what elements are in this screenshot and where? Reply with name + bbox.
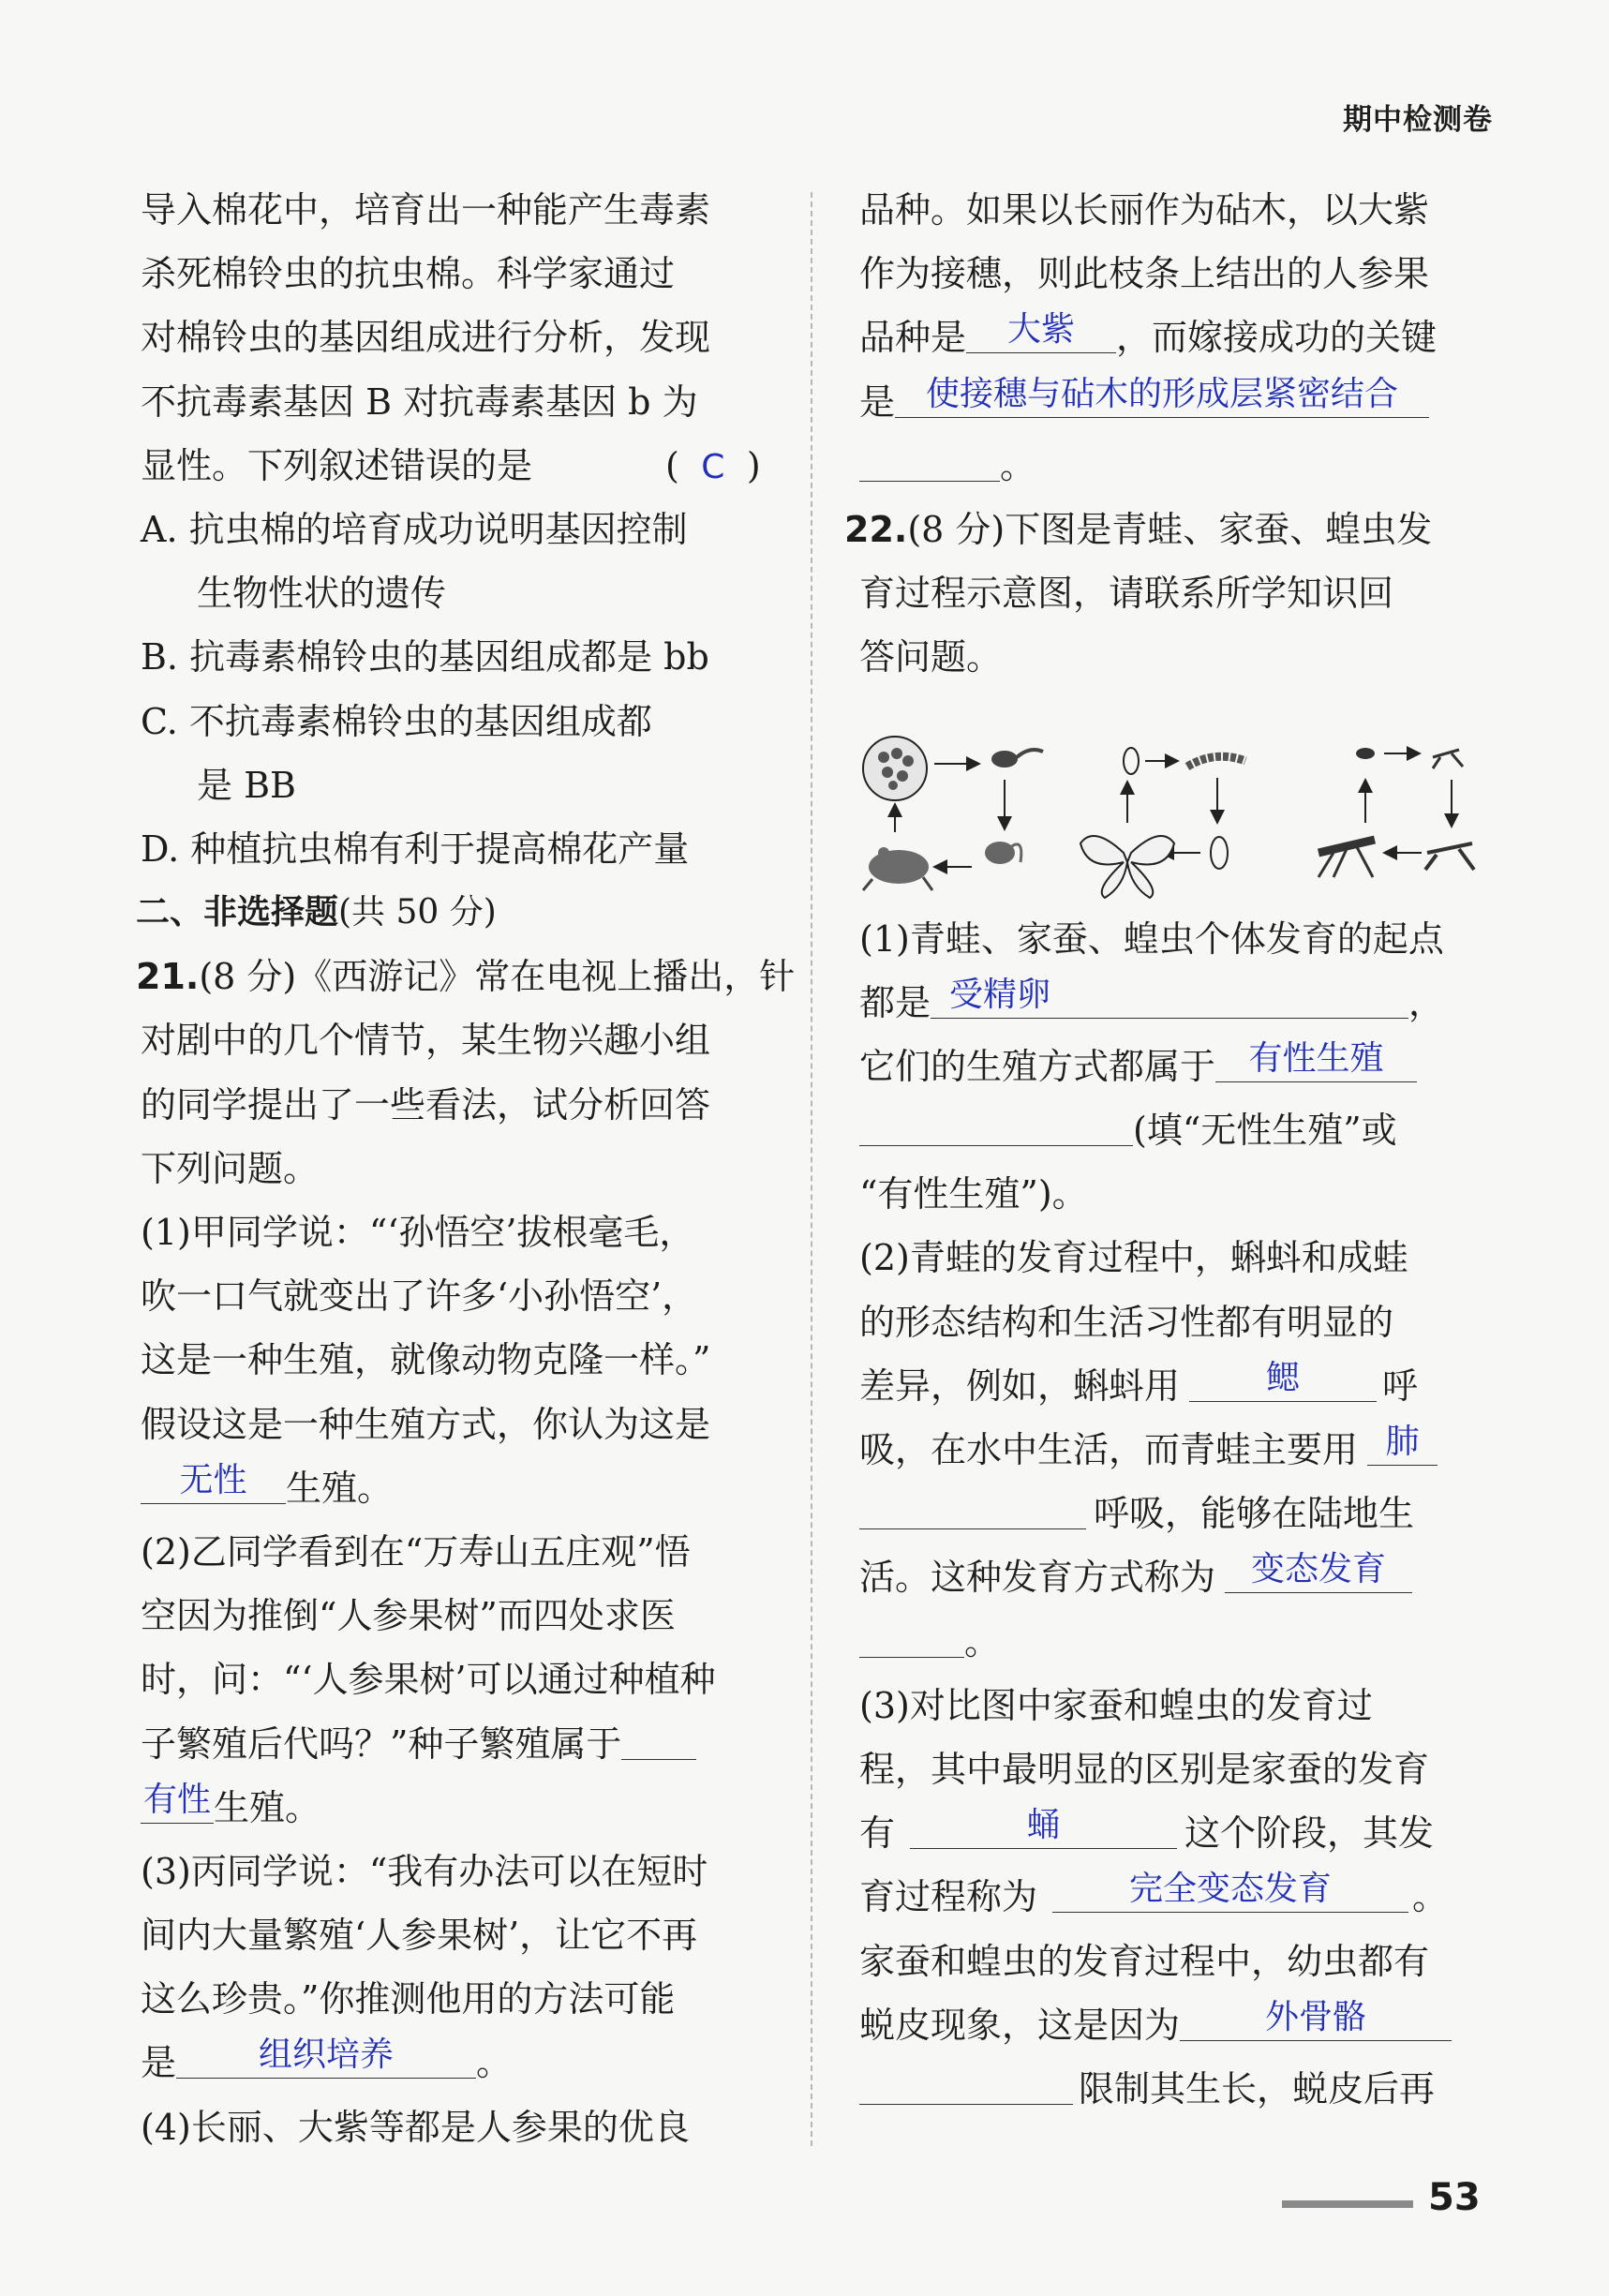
handwritten-answer: 蛹	[1026, 1806, 1061, 1845]
silkworm-cycle	[1080, 748, 1245, 898]
left-column	[136, 178, 796, 2159]
text-line: (3)丙同学说：“我有办法可以在短时	[141, 1850, 708, 1892]
text-line	[859, 1993, 1493, 2057]
column-divider	[811, 192, 812, 2146]
text-line: 下列问题。	[141, 1147, 320, 1189]
handwritten-answer: 外骨骼	[1265, 1997, 1367, 2036]
header-title: 期中检测卷	[1343, 103, 1493, 137]
answer-blank[interactable]	[1189, 1358, 1377, 1402]
text-line: (1)甲同学说：“‘孙悟空’拔根毫毛，	[141, 1212, 695, 1253]
text-line: 这么珍贵。”你推测他用的方法可能	[141, 1978, 676, 2020]
handwritten-answer: 变态发育	[1251, 1550, 1387, 1589]
text-line	[859, 370, 1493, 434]
text-fragment: 活。这种发育方式称为	[859, 1557, 1216, 1599]
text-line: 导入棉花中，培育出一种能产生毒素	[141, 189, 711, 231]
footer-bar	[1282, 2200, 1413, 2208]
answer-blank[interactable]	[1215, 1038, 1417, 1082]
text-fragment: 限制其生长，蜕皮后再	[1079, 2067, 1436, 2110]
text-line: 的同学提出了一些看法，试分析回答	[141, 1083, 711, 1126]
text-line: (2)青蛙的发育过程中，蝌蚪和成蛙	[859, 1237, 1408, 1279]
text-line	[859, 1418, 1493, 1482]
frog-cycle	[863, 737, 1043, 890]
text-line: 答问题。	[859, 636, 1003, 678]
question-text: (8 分)《西游记》常在电视上播出，针	[199, 956, 796, 998]
answer-blank[interactable]	[1225, 1549, 1412, 1593]
question-number: 22.	[844, 508, 908, 550]
handwritten-answer: 无性	[179, 1460, 247, 1499]
moth-icon	[1080, 836, 1174, 898]
handwritten-answer: 受精卵	[949, 975, 1051, 1014]
answer-blank[interactable]	[141, 1780, 214, 1824]
option-a: A. 抗虫棉的培育成功说明基因控制	[141, 508, 688, 550]
answer-blank[interactable]	[176, 2035, 476, 2079]
pupa-icon	[1211, 837, 1228, 869]
q22-line	[844, 498, 1493, 561]
text-line	[859, 971, 1493, 1035]
text-line: 假设这是一种生殖方式，你认为这是	[141, 1403, 711, 1445]
answer-blank[interactable]	[1180, 1997, 1452, 2041]
text-fragment: 。	[1000, 444, 1036, 486]
adult-locust-icon	[1318, 840, 1375, 877]
tadpole-icon	[991, 750, 1043, 768]
option-c-cont: 是 BB	[197, 764, 296, 806]
answer-blank[interactable]	[1052, 1869, 1408, 1913]
frog-icon	[863, 847, 932, 890]
text-line	[859, 1354, 1493, 1418]
answer-blank-end[interactable]	[859, 438, 1000, 482]
text-fragment: 。	[1412, 1876, 1449, 1918]
text-line: 吹一口气就变出了许多‘小孙悟空’，	[141, 1275, 698, 1318]
text-line	[859, 1610, 1493, 1674]
text-line: 对剧中的几个情节，某生物兴趣小组	[141, 1020, 711, 1062]
answer-blank-cont[interactable]	[859, 1614, 964, 1658]
handwritten-answer: 有性生殖	[1248, 1038, 1384, 1078]
text-fragment: 吸，在水中生活，而青蛙主要用	[859, 1429, 1359, 1470]
text-fragment: ，	[1408, 981, 1445, 1023]
handwritten-answer: 使接穗与砧木的形成层紧密结合	[926, 374, 1399, 413]
text-fragment: 子繁殖后代吗？”种子繁殖属于	[141, 1722, 622, 1765]
text-fragment: 。	[964, 1620, 1001, 1662]
text-fragment: 品种是	[859, 317, 967, 359]
text-fragment: 育过程称为	[859, 1876, 1038, 1918]
answer-blank[interactable]	[141, 1460, 286, 1504]
handwritten-answer: 有性	[142, 1780, 211, 1819]
life-cycle-figure	[859, 712, 1534, 914]
section-heading	[136, 881, 778, 945]
text-line: 品种。如果以长丽作为砧木，以大紫	[859, 189, 1430, 231]
answer-blank-start[interactable]	[621, 1716, 696, 1760]
text-line	[141, 2031, 778, 2095]
text-fragment: 是	[859, 380, 896, 423]
text-line: 不抗毒素基因 B 对抗毒素基因 b 为	[141, 380, 698, 423]
text-fragment: 差异，例如，蝌蚪用	[859, 1364, 1181, 1407]
text-fragment: 都是	[859, 981, 931, 1023]
text-line: (1)青蛙、家蚕、蝗虫个体发育的起点	[859, 917, 1444, 960]
text-line: 育过程示意图，请联系所学知识回	[859, 573, 1394, 615]
text-fragment: 生殖。	[286, 1467, 394, 1509]
question-text: (8 分)下图是青蛙、家蚕、蝗虫发	[907, 508, 1433, 550]
text-line: 空因为推倒“人参果树”而四处求医	[141, 1595, 676, 1637]
answer-blank[interactable]	[966, 309, 1116, 353]
text-line: 的形态结构和生活习性都有明显的	[859, 1301, 1394, 1343]
handwritten-answer: 完全变态发育	[1129, 1870, 1333, 1909]
text-fragment: 它们的生殖方式都属于	[859, 1045, 1216, 1087]
text-line: 家蚕和蝗虫的发育过程中，幼虫都有	[859, 1940, 1430, 1982]
handwritten-answer: 组织培养	[259, 2035, 395, 2075]
text-fragment: 呼	[1382, 1364, 1419, 1407]
text-line: 程，其中最明显的区别是家蚕的发育	[859, 1748, 1430, 1790]
option-d: D. 种植抗虫棉有利于提高棉花产量	[141, 827, 690, 870]
answer-blank-cont[interactable]	[859, 2061, 1073, 2105]
option-b: B. 抗毒素棉铃虫的基因组成都是 bb	[141, 636, 709, 678]
question-number: 21.	[136, 956, 200, 998]
silkworm-egg-icon	[1124, 748, 1139, 774]
answer-blank[interactable]	[931, 975, 1408, 1019]
answer-blank[interactable]	[1367, 1422, 1438, 1466]
frog-eggs-icon	[863, 737, 927, 800]
text-fragment: 是	[141, 2042, 177, 2084]
nymph-large-icon	[1425, 843, 1474, 870]
handwritten-answer: 大紫	[1007, 310, 1076, 350]
text-fragment: 蜕皮现象，这是因为	[859, 2004, 1181, 2046]
text-line	[859, 434, 1493, 498]
handwritten-answer: 肺	[1385, 1423, 1420, 1461]
text-line: (2)乙同学看到在“万寿山五庄观”悟	[141, 1530, 691, 1573]
answer-blank-cont[interactable]	[859, 1102, 1133, 1146]
text-fragment: 呼吸，能够在陆地生	[1094, 1493, 1415, 1535]
text-line: 时，问：“‘人参果树’可以通过种植种	[141, 1659, 716, 1701]
text-line	[859, 1482, 1493, 1545]
answer-blank-cont[interactable]	[859, 1485, 1086, 1529]
text-line	[141, 1712, 778, 1776]
q21-line	[136, 945, 796, 1008]
text-line: 作为接穗，则此枝条上结出的人参果	[859, 253, 1430, 295]
handwritten-answer: 鳃	[1266, 1358, 1301, 1397]
text-fragment: ，而嫁接成功的关键	[1116, 317, 1438, 359]
text-line: “有性生殖”)。	[859, 1173, 1088, 1215]
text-fragment: 生殖。	[214, 1786, 321, 1828]
nymph-small-icon	[1433, 750, 1463, 768]
text-line	[859, 1865, 1493, 1929]
section-title: 二、非选择题	[136, 893, 339, 932]
option-a-cont: 生物性状的遗传	[197, 573, 447, 615]
text-line	[859, 1098, 1493, 1162]
text-line: 对棉铃虫的基因组成进行分析，发现	[141, 317, 711, 359]
text-fragment: (填“无性生殖”或	[1133, 1110, 1397, 1152]
text-line: 间内大量繁殖‘人参果树’，让它不再	[141, 1915, 698, 1957]
text-line: 这是一种生殖，就像动物克隆一样。”	[141, 1339, 711, 1381]
text-line	[859, 306, 1493, 369]
answer-bracket: ( C )	[665, 434, 761, 499]
text-line	[859, 1035, 1493, 1098]
choice-answer: C	[701, 447, 725, 486]
text-line: (3)对比图中家蚕和蝗虫的发育过	[859, 1684, 1373, 1726]
text-fragment: 有	[859, 1812, 896, 1855]
option-c: C. 不抗毒素棉铃虫的基因组成都	[141, 700, 652, 742]
text-line	[141, 434, 778, 498]
text-line	[859, 1801, 1493, 1865]
larva-icon	[1187, 756, 1245, 767]
section-score: (共 50 分)	[338, 893, 497, 932]
text-line: (4)长丽、大紫等都是人参果的优良	[141, 2106, 690, 2148]
text-fragment: 。	[476, 2042, 513, 2084]
text-line	[859, 1545, 1493, 1609]
answer-blank[interactable]	[910, 1805, 1177, 1849]
question-stem: 显性。下列叙述错误的是	[141, 444, 533, 486]
text-line	[141, 1456, 778, 1520]
text-line	[141, 1776, 778, 1840]
froglet-icon	[985, 842, 1021, 864]
right-column	[844, 178, 1493, 2121]
text-line: 杀死棉铃虫的抗虫棉。科学家通过	[141, 253, 676, 295]
text-line	[859, 2057, 1493, 2121]
text-fragment: 这个阶段，其发	[1184, 1812, 1435, 1855]
locust-cycle	[1318, 748, 1474, 877]
page-number: 53	[1428, 2176, 1481, 2219]
answer-blank[interactable]	[895, 374, 1429, 418]
locust-egg-icon	[1356, 748, 1375, 759]
